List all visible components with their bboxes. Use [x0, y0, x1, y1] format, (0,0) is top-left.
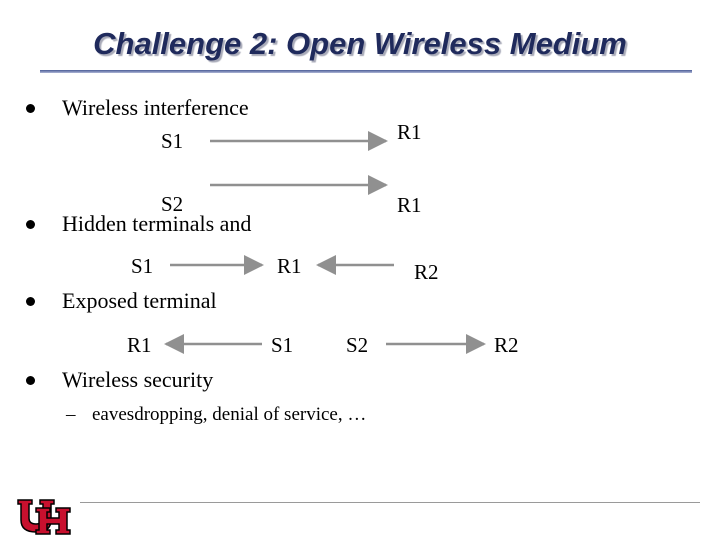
footer-rule — [80, 502, 700, 503]
bullet-exposed-terminal: Exposed terminal — [62, 288, 217, 313]
slide-title: Challenge 2: Open Wireless Medium — [93, 26, 627, 61]
node-r1-interference-bottom: R1 — [397, 193, 422, 217]
node-s2-interference: S2 — [161, 192, 184, 216]
node-r2-hidden: R2 — [414, 260, 439, 284]
node-s1-hidden: S1 — [131, 254, 154, 278]
bullet-wireless-security: Wireless security — [62, 367, 214, 392]
sub-bullet-dash: – — [66, 404, 76, 425]
bullet-wireless-interference: Wireless interference — [62, 95, 249, 120]
node-s1-exposed: S1 — [271, 333, 294, 357]
sub-bullet-security-examples: eavesdropping, denial of service, … — [92, 404, 367, 425]
university-logo-icon — [16, 498, 72, 538]
node-r1-interference-top: R1 — [397, 120, 422, 144]
bullet-hidden-terminals: Hidden terminals and — [62, 211, 252, 236]
node-s2-exposed: S2 — [346, 333, 369, 357]
node-r1-exposed: R1 — [127, 333, 152, 357]
node-r2-exposed: R2 — [494, 333, 519, 357]
node-s1-interference: S1 — [161, 129, 184, 153]
node-r1-hidden: R1 — [277, 254, 302, 278]
